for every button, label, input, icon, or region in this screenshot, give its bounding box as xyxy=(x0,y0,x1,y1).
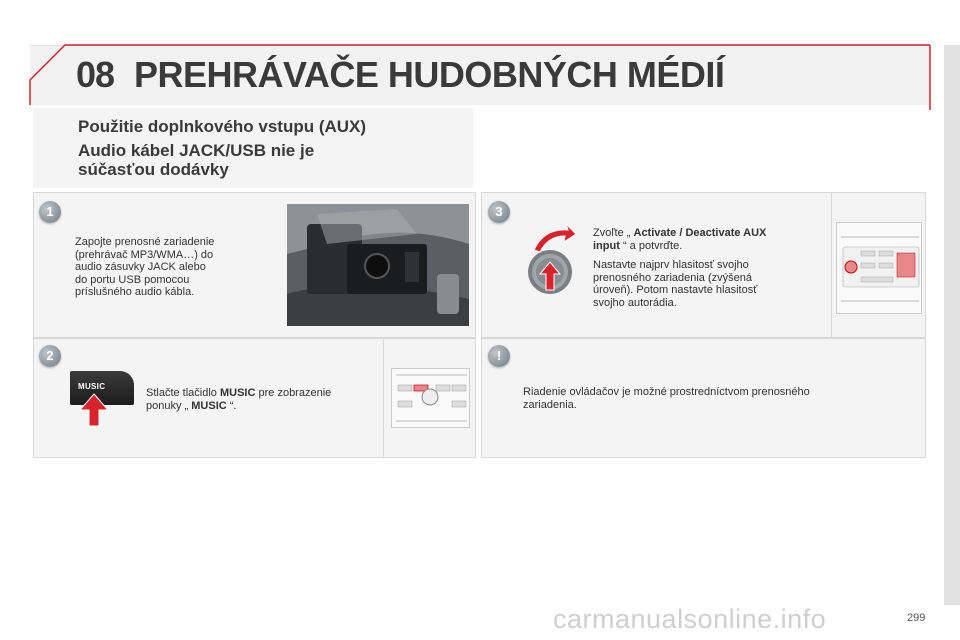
step-2-badge: 2 xyxy=(39,345,61,367)
step-1-line: (prehrávač MP3/WMA…) do xyxy=(75,248,214,261)
radio-front-illustration xyxy=(836,222,922,314)
page-margin-bar xyxy=(944,45,960,605)
step-1-text xyxy=(75,236,214,299)
step-3-badge: 3 xyxy=(488,201,510,223)
watermark: carmanualsonline.info xyxy=(553,604,827,634)
music-button-label: MUSIC xyxy=(78,382,106,391)
step-1-line: Zapojte prenosné zariadenie xyxy=(75,236,215,248)
step-1-line: príslušného audio kábla. xyxy=(75,286,195,298)
section-subtitle-line1: Audio kábel JACK/USB nie je xyxy=(78,141,315,160)
panel-divider xyxy=(383,339,384,457)
page-number: 299 xyxy=(907,612,926,624)
press-arrow-icon xyxy=(76,392,112,428)
panel-divider xyxy=(831,193,832,337)
rotary-knob-icon xyxy=(518,222,578,302)
section-title: Použitie doplnkového vstupu (AUX) xyxy=(78,117,367,136)
step-1-line: audio zásuvky JACK alebo xyxy=(75,261,206,273)
step-2-text: Stlačte tlačidlo MUSIC pre zobrazenie ponuky „ MUSIC “. xyxy=(146,387,332,412)
section-subtitle-line2: súčasťou dodávky xyxy=(78,160,229,179)
warning-badge: ! xyxy=(488,345,510,367)
chapter-title: PREHRÁVAČE HUDOBNÝCH MÉDIÍ xyxy=(134,54,725,95)
chapter-number: 08 xyxy=(76,54,115,95)
step-1-line: do portu USB pomocou xyxy=(75,273,190,286)
step-3-text: Zvoľte „ Activate / Deactivate AUX input “ a potvrďte. Nastavte najprv hlasitosť svojho prenosného zariadenia (zvýšená úroveň). Potom nastavte hlasitosť svojho autorádia. xyxy=(593,227,767,309)
jack-usb-port-photo xyxy=(287,204,469,326)
warning-text: Riadenie ovládačov je možné prostredníctvom prenosného zariadenia. xyxy=(523,386,810,411)
step-1-badge: 1 xyxy=(39,201,61,223)
radio-panel-illustration xyxy=(391,368,470,428)
